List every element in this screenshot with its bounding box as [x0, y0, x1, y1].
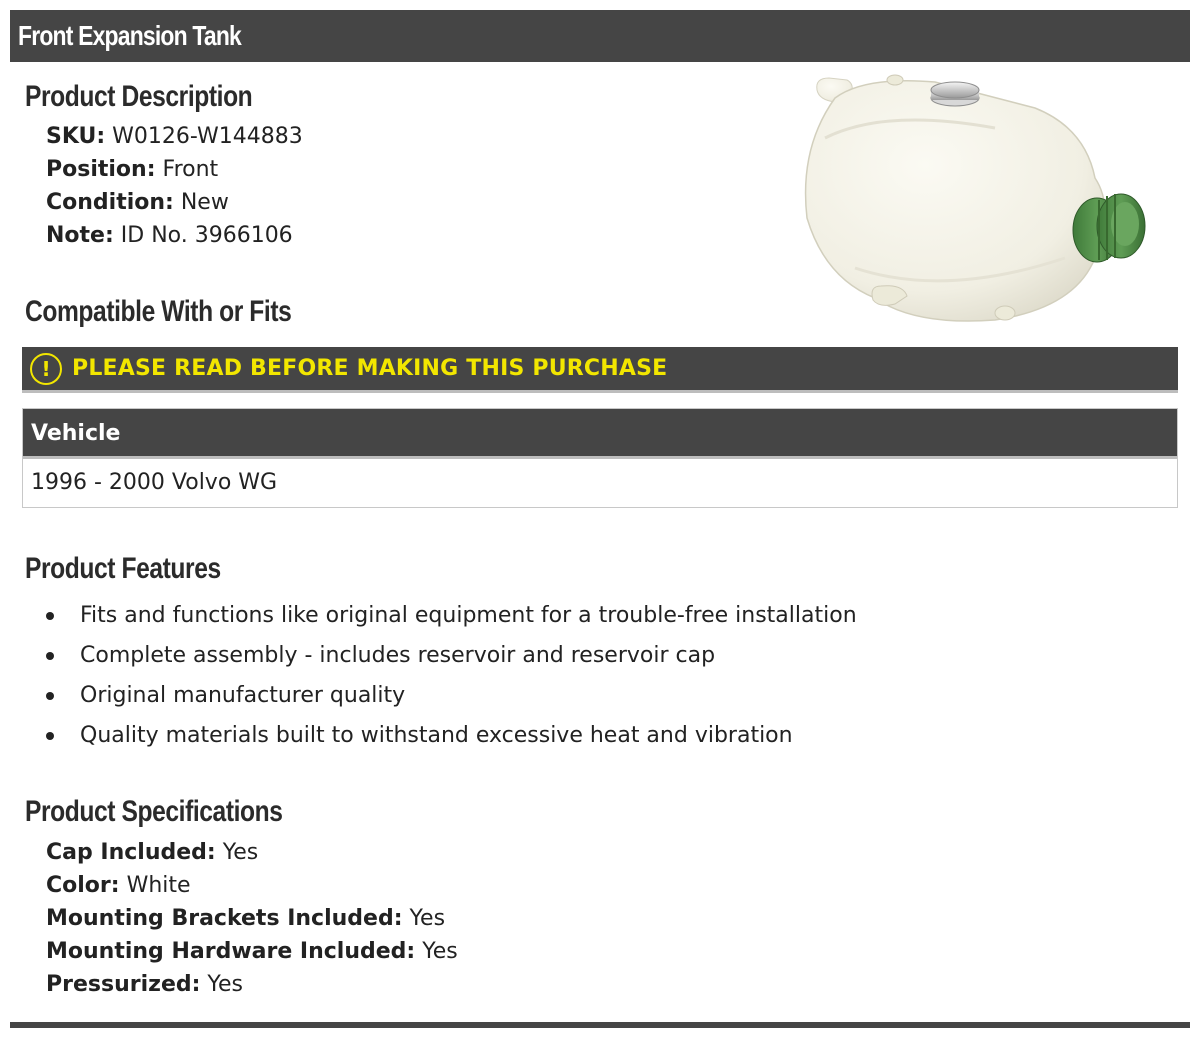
vehicle-table	[22, 408, 1178, 508]
spec-label: Pressurized:	[46, 972, 201, 997]
position-label: Position:	[46, 157, 156, 182]
spec-value: White	[126, 873, 191, 898]
exclamation-circle-icon: !	[30, 353, 62, 385]
sku-value: W0126-W144883	[112, 124, 303, 149]
position-value: Front	[162, 157, 219, 182]
vehicle-table-header: Vehicle	[23, 409, 1177, 459]
bullet-icon	[46, 732, 54, 740]
spec-label: Color:	[46, 873, 120, 898]
description-row-note	[46, 219, 303, 252]
spec-row-color	[46, 869, 458, 902]
feature-item: Fits and functions like original equipment for a trouble-free installation	[46, 596, 857, 636]
spec-value: Yes	[222, 840, 259, 865]
specifications-list	[46, 836, 458, 1001]
spec-label: Mounting Brackets Included:	[46, 906, 403, 931]
bullet-icon	[46, 692, 54, 700]
description-row-condition	[46, 186, 303, 219]
specifications-heading: Product Specifications	[25, 795, 283, 828]
spec-value: Yes	[422, 939, 458, 964]
condition-value: New	[180, 190, 229, 215]
spec-value: Yes	[409, 906, 446, 931]
description-row-position	[46, 153, 303, 186]
note-label: Note:	[46, 223, 114, 248]
feature-item: Quality materials built to withstand excessive heat and vibration	[46, 716, 857, 756]
spec-row-cap	[46, 836, 458, 869]
condition-label: Condition:	[46, 190, 174, 215]
compatibility-heading: Compatible With or Fits	[25, 295, 292, 328]
feature-item: Complete assembly - includes reservoir and reservoir cap	[46, 636, 857, 676]
feature-item: Original manufacturer quality	[46, 676, 857, 716]
bullet-icon	[46, 612, 54, 620]
features-list	[46, 596, 857, 756]
bullet-icon	[46, 652, 54, 660]
spec-row-brackets	[46, 902, 458, 935]
spec-row-hardware	[46, 935, 458, 968]
page-title-bar	[10, 10, 1190, 62]
expansion-tank-image	[795, 68, 1175, 330]
spec-label: Mounting Hardware Included:	[46, 939, 416, 964]
purchase-warning-text: PLEASE READ BEFORE MAKING THIS PURCHASE	[72, 356, 668, 381]
vehicle-table-row: 1996 - 2000 Volvo WG	[31, 470, 278, 495]
description-heading: Product Description	[25, 80, 253, 113]
description-row-sku	[46, 120, 303, 153]
description-list	[46, 120, 303, 252]
spec-value: Yes	[207, 972, 243, 997]
note-value: ID No. 3966106	[120, 223, 293, 248]
spec-row-pressurized	[46, 968, 458, 1001]
sku-label: SKU:	[46, 124, 106, 149]
page-title: Front Expansion Tank	[18, 20, 242, 51]
spec-label: Cap Included:	[46, 840, 216, 865]
purchase-warning-banner	[22, 347, 1178, 393]
features-heading: Product Features	[25, 552, 221, 585]
bottom-divider	[10, 1022, 1190, 1028]
